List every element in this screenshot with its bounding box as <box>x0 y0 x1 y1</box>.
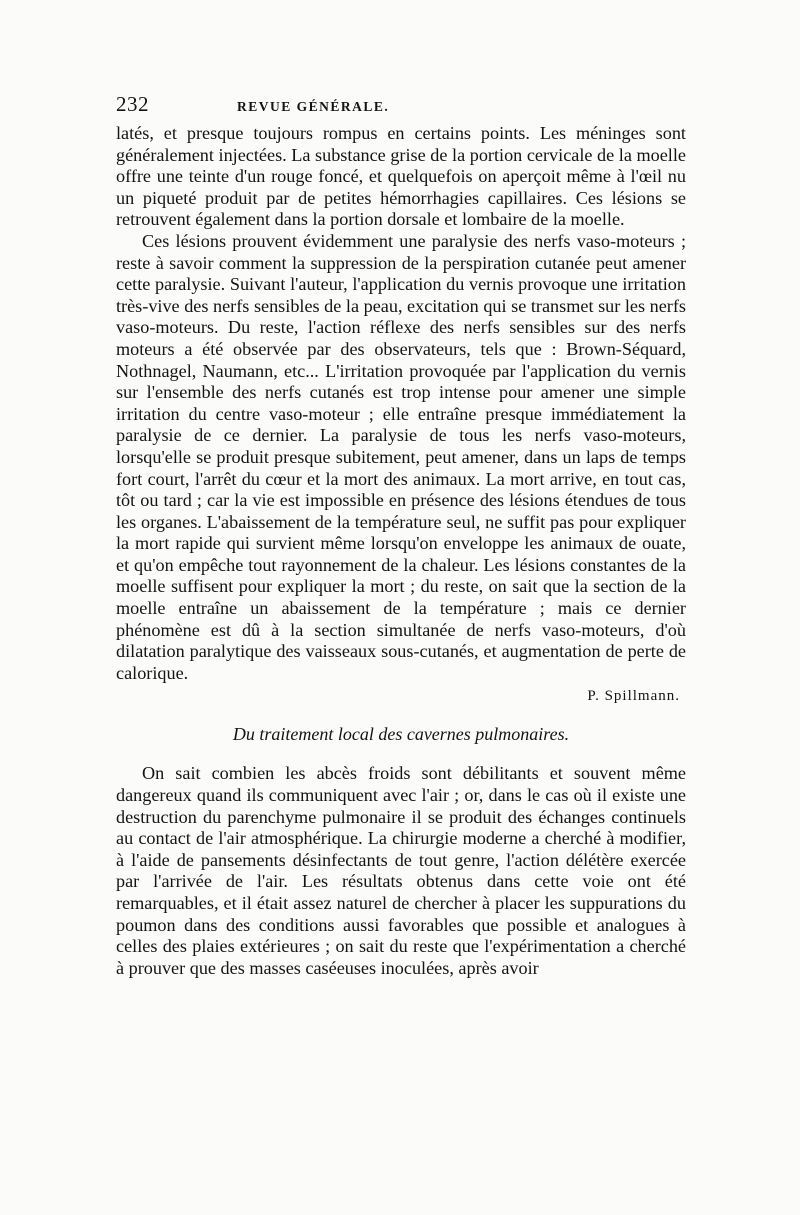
paragraph-continued: latés, et presque toujours rompus en certains points. Les méninges sont généralement injectées. La substance grise de la portion cervicale de la moelle offre une teinte d'un rouge foncé, et quelquefois on aperçoit même à l'œil nu un piqueté produit par de petites hémorrhagies capillaires. Ces lésions se retrouvent également dans la portion dorsale et lombaire de la moelle. <box>116 123 686 230</box>
paragraph-lesions: Ces lésions prouvent évidemment une paralysie des nerfs vaso-moteurs ; reste à savoir comment la suppression de la perspiration cutanée peut amener cette paralysie. Suivant l'auteur, l'application du vernis provoque une irritation très-vive des nerfs sensibles de la peau, excitation qui se transmet sur les nerfs vaso-moteurs. Du reste, l'action réflexe des nerfs sensibles sur des nerfs moteurs a été observée par des observateurs, tels que : Brown-Séquard, Nothnagel, Naumann, etc... L'irritation provoquée par l'application du vernis sur l'ensemble des nerfs cutanés est trop intense pour amener une simple irritation du centre vaso-moteur ; elle entraîne presque immédiatement la paralysie de ce dernier. La paralysie de tous les nerfs vaso-moteurs, lorsqu'elle se produit presque subitement, peut amener, dans un laps de temps fort court, l'arrêt du cœur et la mort des animaux. La mort arrive, en tout cas, tôt ou tard ; car la vie est impossible en présence des lésions étendues de tous les organes. L'abaissement de la température seul, ne suffit pas pour expliquer la mort rapide qui survient même lorsqu'on enveloppe les animaux de ouate, et qu'on empêche tout rayonnement de la chaleur. Les lésions constantes de la moelle suffisent pour expliquer la mort ; du reste, on sait que la section de la moelle entraîne un abaissement de la température ; mais ce dernier phénomène est dû à la section simultanée de nerfs vaso-moteurs, d'où dilatation paralytique des vaisseaux sous-cutanés, et augmentation de perte de calorique. <box>116 230 686 683</box>
page-header <box>116 92 686 122</box>
article-body <box>116 123 686 684</box>
paragraph-cavernes: On sait combien les abcès froids sont débilitants et souvent même dangereux quand ils communiquent avec l'air ; or, dans le cas où il existe une destruction du parenchyme pulmonaire il se produit des échanges continuels au contact de l'air atmosphérique. La chirurgie moderne a cherché à modifier, à l'aide de pansements désinfectants de tout genre, l'action délétère exercée par l'arrivée de l'air. Les résultats obtenus dans cette voie ont été remarquables, et il était assez naturel de chercher à placer les suppurations du poumon dans des conditions aussi favorables que possible et analogues à celles des plaies extérieures ; on sait du reste que l'expérimentation a cherché à prouver que des masses caséeuses inoculées, après avoir <box>116 763 686 978</box>
page-number: 232 <box>116 92 149 116</box>
book-page <box>116 92 686 979</box>
section-title: Du traitement local des cavernes pulmonaires. <box>232 724 570 745</box>
section-body <box>116 763 686 979</box>
running-head: REVUE GÉNÉRALE. <box>237 99 390 114</box>
author-signature: P. Spillmann. <box>587 688 680 705</box>
